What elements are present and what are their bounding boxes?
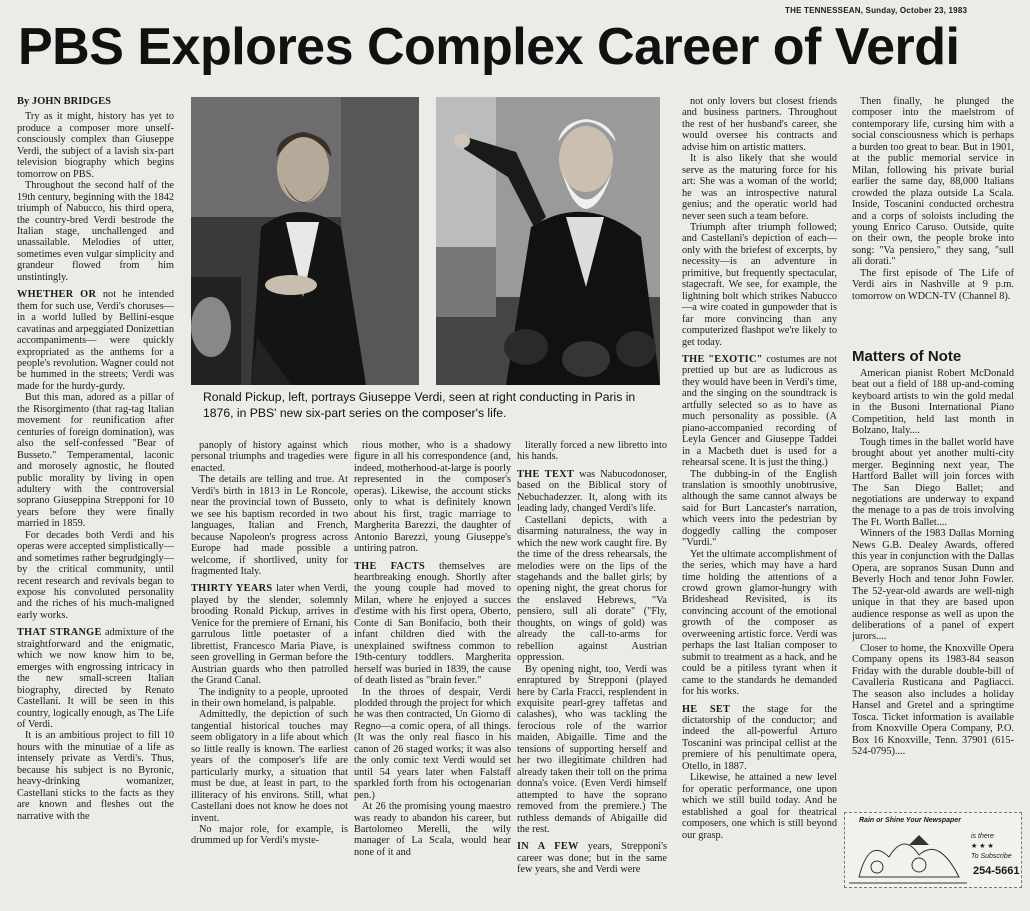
article-paragraph xyxy=(852,437,1014,529)
article-paragraph xyxy=(682,772,837,841)
paragraph-text: Yet the ultimate accomplishment of the series, which may have a hard time holding the attentions of a crowd grown glamor-hungry with Brideshead Revisited, is its convincing account of the emotional growth of the composer as overweening artistic force. Verdi was perhaps the last Italian composer to submit to treatment as a hack, and he could be a pitiless tyrant when it came to the standards he demanded for his works. xyxy=(682,548,837,698)
article-column-2 xyxy=(191,440,348,890)
paragraph-text: Likewise, he attained a new level for operatic performance, one upon which we still build today. And he established a goal for theatrical composers, one which is still beyond our grasp. xyxy=(682,772,837,841)
article-paragraph xyxy=(191,824,348,847)
article-paragraph xyxy=(191,709,348,824)
paragraph-text: admixture of the straightforward and the enigmatic, which we now know him to be, emerges with engrossing intricacy in the new small-screen Italian biography, directed by Renato Castellani. It will be seen in this country, logically enough, as The Life of Verdi. xyxy=(17,627,174,731)
paragraph-text: not he intended them for such use, Verdi's choruses—in a world lulled by Bellini-esque cavatinas and arpeggiated Donizettian accompaniments— were quickly expropriated as the anthems for a people's revolution. Wagner could not be hummed in the streets; Verdi was made for the hurdy-gurdy. xyxy=(17,289,174,392)
paragraph-text: not only lovers but closest friends and business partners. Throughout the rest of her husband's career, she would oversee his contracts and advise him on artistic matters. xyxy=(682,96,837,153)
article-paragraph xyxy=(191,440,348,474)
paragraph-text: panoply of history against which personal triumphs and tragedies were enacted. xyxy=(191,440,348,474)
article-column-5 xyxy=(682,96,837,888)
article-paragraph xyxy=(682,222,837,348)
article-paragraph xyxy=(354,801,511,858)
article-paragraph xyxy=(191,583,348,686)
article-paragraph xyxy=(17,730,174,822)
ad-line-3: To Subscribe xyxy=(971,853,1012,860)
subhead: IN A FEW xyxy=(517,841,588,853)
dateline: THE TENNESSEAN, Sunday, October 23, 1983 xyxy=(785,6,968,15)
paragraph-text: literally forced a new libretto into his hands. xyxy=(517,440,667,463)
article-paragraph xyxy=(517,515,667,664)
article-paragraph xyxy=(682,96,837,153)
ad-phone: 254-5661 xyxy=(973,865,1020,877)
article-paragraph xyxy=(17,289,174,392)
article-paragraph xyxy=(354,440,511,555)
photo-ronald-pickup xyxy=(191,97,419,385)
paragraph-text: For decades both Verdi and his operas were accepted simplistically—and sometimes rather begrudgingly—by the critical community, until recent research and revivals began to expose his convoluted personality and the riches of his much-maligned early works. xyxy=(17,529,174,621)
article-paragraph xyxy=(517,469,667,515)
ad-line-2: is there xyxy=(971,833,994,840)
paragraph-text: American pianist Robert McDonald beat out a field of 188 up-and-coming keyboard artists to win the gold medal in the Busoni International Piano Competition, held last month in Bolzano, Italy.... xyxy=(852,368,1014,437)
matters-of-note-column xyxy=(852,368,1014,808)
paragraph-text: The details are telling and true. At Verdi's birth in 1813 in Le Roncole, near the provincial town of Busseto, we see his baptism recorded in two languages, Italian and French, because Napoleon's progress across Europe had made possible a welcome, if shortlived, unity for fragmented Italy. xyxy=(191,474,348,577)
paragraph-text: Closer to home, the Knoxville Opera Company opens its 1983-84 season Friday with the durable double-bill of Cavalleria Rusticana and Pagliacci. The season also includes a holiday Hansel and Gretel and a springtime Tosca. Ticket information is available from Knoxville Opera Company, P.O. Box 16 Knoxville, Tenn. 37901 (615-524-0795).... xyxy=(852,642,1014,757)
paragraph-text: later when Verdi, played by the slender, solemnly brooding Ronald Pickup, arrives in Venice for the premiere of Ernani, his garrulous little poetaster of a librettist, Francesco Maria Piave, is seen grovelling in German before the Austrian guards who then patrolled the Grand Canal. xyxy=(191,583,348,687)
col1-body xyxy=(17,111,174,822)
paragraph-text: Then finally, he plunged the composer into the maelstrom of contemporary life, cursing him with a social consciousness which is perhaps a burden too great to bear. But in 1901, at the public memorial service in Milan, following his private burial earlier the same day, 88,000 Italians crowded the plaza outside La Scala. Inside, Toscanini conducted orchestra and a corps of soloists including the young Enrico Caruso. Outside, quite on their own, the people broke into song: "Va pensiero," they sang, "sull ali dorati." xyxy=(852,96,1014,268)
subhead: THE "EXOTIC" xyxy=(682,353,767,365)
article-paragraph xyxy=(682,549,837,698)
paragraph-text: Triumph after triumph followed; and Castellani's depiction of each—only with the briefest of excerpts, by necessity—is an adventure in primitive, but frequently spectacular, stagecraft. We see, for example, the lightning bolt which strikes Nabucco—a wire coated in gunpowder that is far more convincing than any computerized flashpot we're likely to get today. xyxy=(682,221,837,348)
article-paragraph xyxy=(682,469,837,549)
article-column-3 xyxy=(354,440,511,890)
paragraph-text: Tough times in the ballet world have brought about yet another multi-city merger. Beginning next year, The Hartford Ballet will join forces with The San Diego Ballet; and negotiations are underway to expand the menage to a pas de trois involving The Ft. Worth Ballet.... xyxy=(852,436,1014,528)
article-paragraph xyxy=(354,561,511,687)
subhead: THIRTY YEARS xyxy=(191,583,277,595)
article-paragraph xyxy=(191,474,348,577)
paragraph-text: was Nabucodonoser, based on the Biblical story of Nebuchadezzer. It, along with its leading lady, changed Verdi's life. xyxy=(517,468,667,515)
article-column-6 xyxy=(852,96,1014,344)
paragraph-text: Admittedly, the depiction of such tangential historical touches may seem obligatory in a life about which so little really is known. The earliest years of the composer's life are particularly murky, a situation that must be due, at least in part, to the illiteracy of his environs. Still, what Castellani does not know he does not invent. xyxy=(191,709,348,824)
paragraph-text: In the throes of despair, Verdi plodded through the project for which he was then contracted, Un Giorno di Regno—a comic opera, of all things. (It was the only real fiasco in his canon of 26 staged works; it was also the only comic text Verdi would set until 54 years later when Falstaff sparkled forth from his octogenarian pen.) xyxy=(354,686,511,801)
paragraph-text: costumes are not prettied up but are as ludicrous as they would have been in Verdi's time, and the singing on the soundtrack is artfully selected so as to have as much personality as possible. (A piano-accompanied recording of Leyla Gencer and Giuseppe Taddei in a Macbeth duet is used for a rehearsal scene. It is just the thing.) xyxy=(682,353,837,469)
paragraph-text: Winners of the 1983 Dallas Morning News G.B. Dealey Awards, offered this year in conjunction with the Dallas Opera, are sopranos Susan Dunn and Beverly Hoch and tenor John Fowler. The 52-year-old awards are well-nigh unique in that they are based upon audience response as well as upon the deliberations of a panel of expert jurors.... xyxy=(852,528,1014,643)
paragraph-text: years, Strepponi's career was done; but in the same few years, she and Verdi were xyxy=(517,841,667,876)
article-paragraph xyxy=(17,530,174,622)
subhead: HE SET xyxy=(682,703,743,715)
photo-verdi-conducting xyxy=(436,97,660,385)
article-paragraph xyxy=(852,268,1014,302)
ad-line-1: Rain or Shine Your Newspaper xyxy=(859,817,961,824)
paragraph-text: Try as it might, history has yet to produce a composer more unself-consciously complex than Giuseppe Verdi, the subject of a lavish six-part television biography which begins tomorrow on PBS. xyxy=(17,111,174,180)
article-paragraph xyxy=(852,528,1014,643)
byline: By JOHN BRIDGES xyxy=(17,96,111,107)
article-paragraph xyxy=(354,687,511,802)
subhead: THE TEXT xyxy=(517,468,580,480)
ad-stars: ★★★ xyxy=(971,843,996,850)
article-paragraph xyxy=(852,643,1014,758)
paragraph-text: But this man, adored as a pillar of the Risorgimento (that rag-tag Italian movement for reunification after centuries of foreign domination), was also the self-confessed "Bear of Busseto." Temperamental, laconic and morosely agnostic, he flouted public morality by living in open adultery with the controversial soprano Giuseppina Strepponi for 10 years before they were finally married in 1859. xyxy=(17,392,174,530)
subhead: THAT STRANGE xyxy=(17,627,105,639)
subhead: WHETHER OR xyxy=(17,289,103,301)
paragraph-text: The dubbing-in of the English translation is smoothly unobtrusive, although the same cannot always be said for Burt Lancaster's narration, which veers into the pedestrian by doggedly calling the composer "Vurdi." xyxy=(682,468,837,549)
paragraph-text: By opening night, too, Verdi was enraptured by Strepponi (played here by Carla Fracci, resplendent in exquisite pearl-grey taffetas and calashes), who was tackling the ferocious role of the warrior maiden, Abigaille. Time and the tensions of supporting herself and her two illegitimate children had already taken their toll on the prima donna's voice. (Even Verdi himself attempted to have the soprano removed from the premiere.) The ruthless demands of Abigaille did the rest. xyxy=(517,663,667,835)
article-paragraph xyxy=(17,392,174,529)
paragraph-text: rious mother, who is a shadowy figure in all his correspondence (and, indeed, motherhood-at-large is poorly represented in the composer's operas). Likewise, the account sticks only to what is definitely known about his first, tragic marriage to Margherita Barezzi, the daughter of Antonio Barezzi, young Giuseppe's untiring patron. xyxy=(354,440,511,555)
headline: PBS Explores Complex Career of Verdi xyxy=(18,18,960,76)
article-paragraph xyxy=(852,96,1014,268)
paragraph-text: themselves are heartbreaking enough. Shortly after the young couple had moved to Milan, where he enjoyed a succes d'estime with his first opera, Oberto, Conte di San Bonifacio, both their infant children died with the unexplained swiftness common to 19th-century toddlers. Margherita herself was buried in 1839, the cause of death listed as "brain fever." xyxy=(354,560,511,687)
paragraph-text: No major role, for example, is drummed up for Verdi's myste- xyxy=(191,823,348,847)
paragraph-text: It is also likely that she would serve as the maturing force for his art: She was a woman of the world; he was an introspective natural genius; and the operatic world had never seen such a team before. xyxy=(682,153,837,222)
article-paragraph xyxy=(517,664,667,836)
ad-illustration xyxy=(849,827,967,885)
article-paragraph xyxy=(682,153,837,222)
article-paragraph xyxy=(17,627,174,730)
paragraph-text: the stage for the dictatorship of the conductor; and indeed the all-powerful Arturo Toscanini was principal cellist at the premiere of his penultimate opera, Otello, in 1887. xyxy=(682,703,837,772)
article-column-4 xyxy=(517,440,667,890)
paragraph-text: The first episode of The Life of Verdi airs in Nashville at 9 p.m. tomorrow on WDCN-TV (Channel 8). xyxy=(852,267,1014,302)
subscribe-ad xyxy=(844,812,1022,888)
article-paragraph xyxy=(517,841,667,875)
subhead: THE FACTS xyxy=(354,560,440,572)
section-title: Matters of Note xyxy=(852,348,962,365)
article-paragraph xyxy=(17,180,174,283)
article-paragraph xyxy=(682,704,837,773)
article-paragraph xyxy=(852,368,1014,437)
photo-caption: Ronald Pickup, left, portrays Giuseppe Verdi, seen at right conducting in Paris in 1876, in PBS' new six-part series on the composer's life. xyxy=(203,390,636,420)
article-paragraph xyxy=(191,687,348,710)
paragraph-text: It is an ambitious project to fill 10 hours with the minutiae of a life as intensely private as Verdi's. Thus, because his subject is no Byronic, heavy-drinking womanizer, Castellani sticks to the facts as they are known and fleshes out the narrative with the xyxy=(17,730,174,822)
article-paragraph xyxy=(682,354,837,469)
article-column-1 xyxy=(17,96,174,886)
paragraph-text: The indignity to a people, uprooted in their own homeland, is palpable. xyxy=(191,686,348,709)
paragraph-text: At 26 the promising young maestro was ready to abandon his career, but Bartolomeo Merelli, the wily manager of La Scala, would hear none of it and xyxy=(354,801,511,858)
article-paragraph xyxy=(517,440,667,463)
paragraph-text: Castellani depicts, with a disarming naturalness, the way in which the new work caught fire. By the time of the dress rehearsals, the melodies were on the lips of the stagehands and the ballet girls; by opening night, the great chorus for the enslaved Hebrews, "Va pensiero, sull ali dorate" ("Fly, thoughts, on wings of gold) was already the call-to-arms for rebellion against Austrian oppression. xyxy=(517,514,667,664)
article-paragraph xyxy=(17,111,174,180)
paragraph-text: Throughout the second half of the 19th century, beginning with the 1842 triumph of Nabucco, his third opera, the country-bred Verdi bestrode the Italian stage, unchallenged and unassailable. Melodies of utter, sometimes even vulgar simplicity and grandeur flowed from him unstintingly. xyxy=(17,180,174,283)
